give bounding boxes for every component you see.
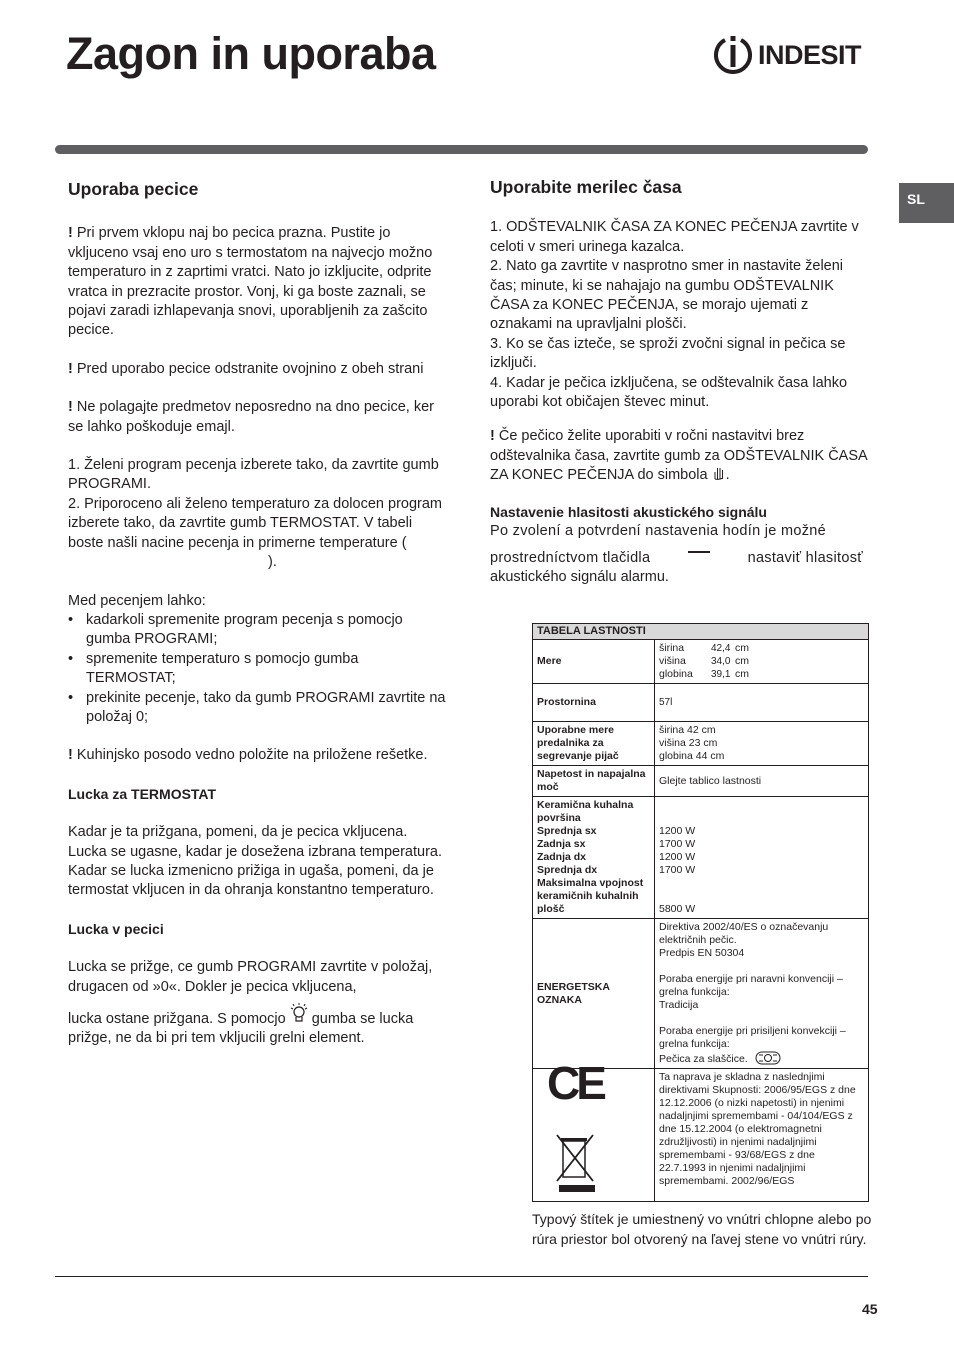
- lamp-text: Lucka se prižge, ce gumb PROGRAMI zavrtite v položaj, drugacen od »0«. Dokler je pecica vkljucena,: [68, 959, 433, 995]
- during-intro: Med pecenjem lahko:: [68, 592, 206, 609]
- section-heading: Uporaba pecice: [68, 179, 199, 199]
- step-text: 2. Priporoceno ali želeno temperaturo za dolocen program izberete tako, da zavrtite gumb TERMOSTAT. V tabeli boste našli nacine pecenja in primerne temperature ().: [68, 495, 442, 571]
- sound-text: akustického signálu alarmu.: [490, 568, 669, 585]
- section-heading: Uporabite merilec časa: [490, 177, 682, 197]
- sound-text: prostredníctvom tlačidla nastaviť hlasitosť: [490, 549, 863, 568]
- sound-heading: Nastavenie hlasitosti akustického signálu: [490, 503, 767, 520]
- brand-name: INDESIT: [758, 39, 862, 70]
- indesit-logo-icon: [714, 34, 752, 76]
- spec-label: Keramična kuhalna površina Sprednja sx Zadnja sx Zadnja dx Sprednja dx Maksimalna vpojnost keramičnih kuhalnih plošč: [533, 797, 655, 919]
- warning-paragraph: ! Pred uporabo pecice odstranite ovojnino z obeh strani: [68, 360, 424, 377]
- list-item: • spremenite temperaturo s pomocjo gumba TERMOSTAT;: [68, 650, 446, 689]
- hand-icon: [712, 466, 726, 480]
- spec-label: ENERGETSKA OZNAKA: [533, 919, 655, 1069]
- weee-bin-icon: [555, 1133, 595, 1193]
- spec-label: Prostornina: [533, 684, 655, 722]
- warning-paragraph: ! Pri prvem vklopu naj bo pecica prazna. Pustite jo vkljuceno vsaj eno uro s termostatom na najvecjo možno temperaturo in z zaprtimi vratci. Nato jo izkljucite, odprite vratca in prezracite prostor. Vonj, ki ga boste zaznali, se pojavi zaradi izhlapevanja snovi, uporabljenih za zašcito pecice.: [68, 225, 433, 339]
- fan-convection-icon: [755, 1051, 781, 1065]
- left-column: [68, 180, 446, 1049]
- minus-button-symbol: [688, 551, 710, 568]
- brand-logo: [714, 32, 874, 78]
- lamp-heading: Lucka v pecici: [68, 920, 164, 937]
- spec-label: Uporabne mere predalnika za segrevanje pijač: [533, 722, 655, 766]
- spec-table-title: TABELA LASTNOSTI: [533, 624, 869, 640]
- ce-weee-marks: [533, 1057, 655, 1202]
- timer-step: 1. ODŠTEVALNIK ČASA ZA KONEC PEČENJA zavrtite v celoti v smeri urinega kazalca.: [490, 219, 859, 255]
- thermostat-heading: Lucka za TERMOSTAT: [68, 785, 217, 802]
- spec-value: širina 42 cm višina 23 cm globina 44 cm: [655, 722, 869, 766]
- sound-text: Po zvolení a potvrdení nastavenia hodín je možné: [490, 523, 827, 540]
- thermostat-text: Kadar je ta prižgana, pomeni, da je pecica vkljucena. Lucka se ugasne, kadar je dosežena izbrana temperatura. Kadar se lucka izmenicno prižiga in ugaša, pomeni, da je termostat vkljucen in da ohranja konstantno temperaturo.: [68, 824, 443, 899]
- lamp-text: lucka ostane prižgana. S pomocjo gumba se lucka prižge, ne da bi pri tem vkljucili grelni element.: [68, 1003, 446, 1049]
- page-number: 45: [862, 1301, 878, 1317]
- spec-value: Direktiva 2002/40/ES o označevanju električnih pečic. Predpis EN 50304 Poraba energije pri naravni konvenciji – grelna funkcija: Tradicija Poraba energije pri prisiljeni konvekciji – grelna funkcija: Pečica za slaščice.: [655, 919, 869, 1069]
- language-tab: SL: [899, 183, 954, 223]
- warning-paragraph: ! Kuhinjsko posodo vedno položite na priložene rešetke.: [68, 747, 428, 764]
- footer-divider: [55, 1276, 868, 1277]
- bullet-list: [68, 611, 446, 727]
- list-item: • prekinite pecenje, tako da gumb PROGRAMI zavrtite na položaj 0;: [68, 689, 446, 728]
- warning-paragraph: ! Če pečico želite uporabiti v ročni nastavitvi brez odštevalnika časa, zavrtite gumb za ODŠTEVALNIK ČASA ZA KONEC PEČENJA do simbola .: [490, 428, 867, 484]
- right-column: [490, 178, 870, 587]
- spec-label: Mere: [533, 640, 655, 684]
- rating-plate-note: Typový štítek je umiestnený vo vnútri chlopne alebo po rúra priestor bol otvorený na ľavej stene vo vnútri rúry.: [532, 1211, 872, 1247]
- timer-step: 2. Nato ga zavrtite v nasprotno smer in nastavite želeni čas; minute, ki se nahajajo na gumbu ODŠTEVALNIK ČASA za KONEC PEČENJA, se morajo ujemati z oznakami na upravljalni plošči.: [490, 258, 844, 333]
- ce-text: Ta naprava je skladna z naslednjimi direktivami Skupnosti: 2006/95/EGS z dne 12.12.2006 (o nizki napetosti) in njenimi nadaljnjimi spremembami - 04/104/EGS z dne 15.12.2004 (o elektromagnetni združljivosti) in njenimi nadaljnjimi spremembami - 93/68/EGS z dne 22.7.1993 in njenimi nadaljnjimi spremembami. 2002/96/EGS: [655, 1069, 869, 1202]
- spec-value: Glejte tablico lastnosti: [655, 766, 869, 797]
- warning-paragraph: ! Ne polagajte predmetov neposredno na dno pecice, ker se lahko poškoduje emajl.: [68, 399, 434, 435]
- step-text: 1. Želeni program pecenja izberete tako, da zavrtite gumb PROGRAMI.: [68, 457, 439, 493]
- timer-step: 3. Ko se čas izteče, se sproži zvočni signal in pečica se izklјuči.: [490, 335, 846, 372]
- spec-label: Napetost in napajalna moč: [533, 766, 655, 797]
- spec-dimensions: širina 42,4 cm višina 34,0 cm globina 39,1 cm: [655, 640, 869, 684]
- ce-mark: CE: [547, 1057, 603, 1109]
- timer-step: 4. Kadar je pečica izklјučena, se odštevalnik časa lahko uporabi kot običajen števec minut.: [490, 374, 848, 411]
- spec-value: 1200 W 1700 W 1200 W 1700 W 5800 W: [655, 797, 869, 919]
- spec-value: 57l: [655, 684, 869, 722]
- spec-table: [532, 623, 869, 1202]
- header-divider: [55, 145, 868, 154]
- list-item: • kadarkoli spremenite program pecenja s pomocjo gumba PROGRAMI;: [68, 611, 446, 650]
- lamp-icon: [290, 1003, 308, 1025]
- page-title: Zagon in uporaba: [66, 28, 436, 79]
